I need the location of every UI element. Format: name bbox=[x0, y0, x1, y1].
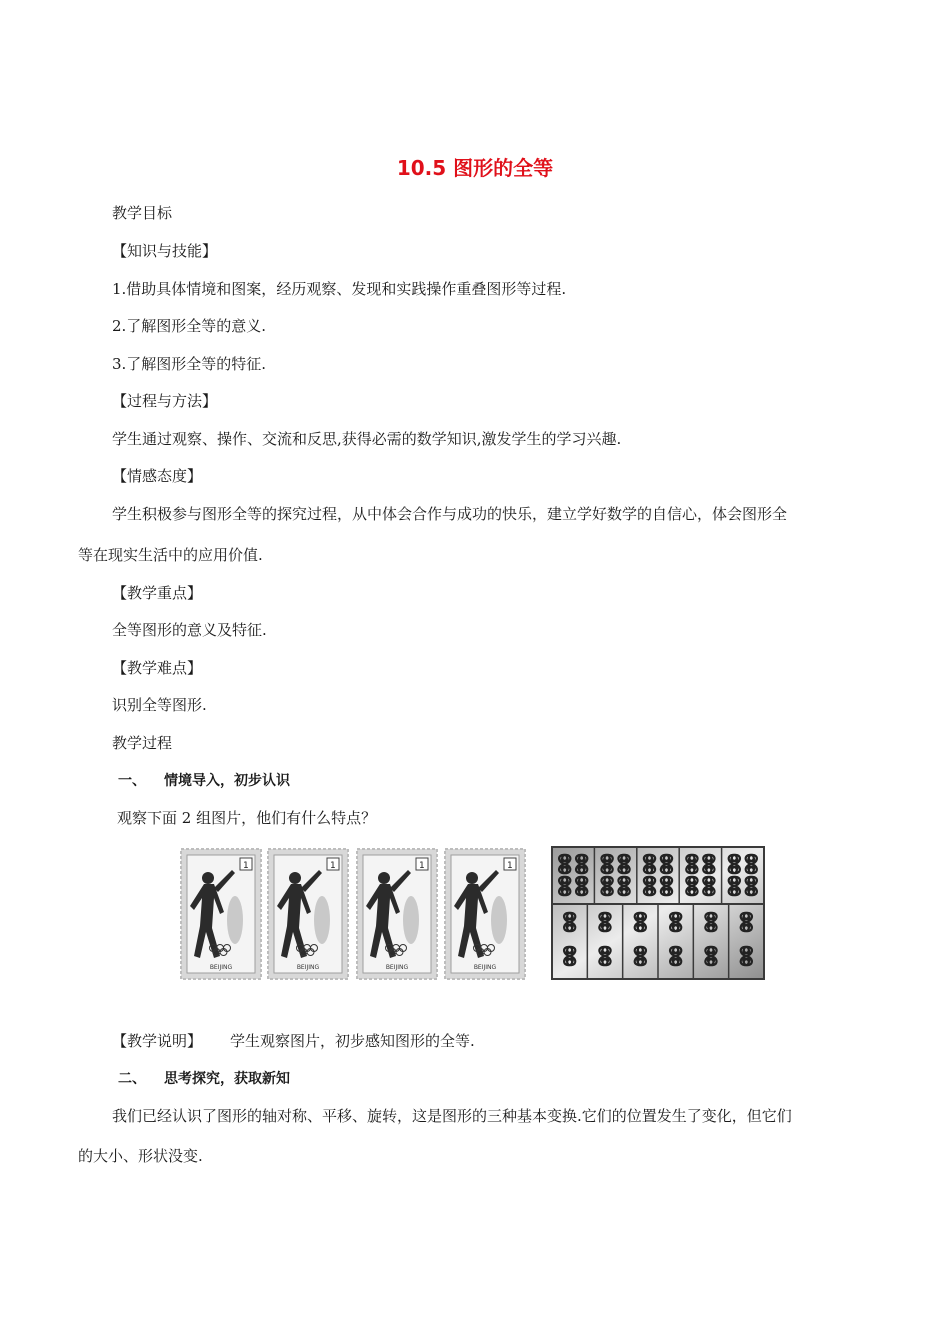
focus-text: 全等图形的意义及特征. bbox=[112, 621, 267, 639]
objectives-label: 教学目标 bbox=[112, 204, 173, 222]
difficulty-text: 识别全等图形. bbox=[112, 696, 207, 714]
explain-text: 学生观察图片，初步感知图形的全等. bbox=[230, 1032, 475, 1050]
knowledge-item-1: 1.借助具体情境和图案，经历观察、发现和实践操作重叠图形等过程. bbox=[112, 280, 567, 298]
paragraph-line-1: 我们已经认识了图形的轴对称、平移、旋转，这是图形的三种基本变换.它们的位置发生了变化，但它们 bbox=[112, 1107, 792, 1125]
stamp-image bbox=[180, 848, 262, 980]
knowledge-heading: 【知识与技能】 bbox=[112, 242, 218, 260]
section-1-number: 一、 bbox=[118, 773, 146, 789]
difficulty-heading: 【教学难点】 bbox=[112, 659, 203, 677]
observe-prompt: 观察下面 2 组图片，他们有什么特点？ bbox=[117, 809, 377, 827]
knowledge-item-2: 2.了解图形全等的意义. bbox=[112, 317, 267, 335]
process-text: 学生通过观察、操作、交流和反思,获得必需的数学知识,激发学生的学习兴趣. bbox=[112, 430, 622, 448]
stamp-image bbox=[444, 848, 526, 980]
process-heading: 【过程与方法】 bbox=[112, 392, 218, 410]
focus-heading: 【教学重点】 bbox=[112, 584, 203, 602]
knowledge-item-3: 3.了解图形全等的特征. bbox=[112, 355, 267, 373]
svg-text:1: 1 bbox=[419, 861, 425, 871]
svg-text:1: 1 bbox=[243, 861, 249, 871]
svg-text:1: 1 bbox=[507, 861, 513, 871]
stamp-image bbox=[356, 848, 438, 980]
svg-text:BEIJING: BEIJING bbox=[385, 964, 409, 971]
svg-text:1: 1 bbox=[330, 861, 336, 871]
section-2-title: 思考探究，获取新知 bbox=[164, 1071, 290, 1087]
emotion-text-line-1: 学生积极参与图形全等的探究过程，从中体会合作与成功的快乐，建立学好数学的自信心，体会图形全 bbox=[112, 505, 788, 523]
pattern-panel-image bbox=[551, 846, 765, 980]
section-2-number: 二、 bbox=[118, 1071, 146, 1087]
section-1-title: 情境导入，初步认识 bbox=[164, 773, 290, 789]
emotion-heading: 【情感态度】 bbox=[112, 467, 203, 485]
svg-text:BEIJING: BEIJING bbox=[209, 964, 233, 971]
page-title: 10.5 图形的全等 bbox=[396, 156, 554, 180]
teaching-process-label: 教学过程 bbox=[112, 734, 173, 752]
svg-text:BEIJING: BEIJING bbox=[296, 964, 320, 971]
paragraph-line-2: 的大小、形状没变. bbox=[78, 1147, 203, 1165]
svg-text:BEIJING: BEIJING bbox=[473, 964, 497, 971]
emotion-text-line-2: 等在现实生活中的应用价值. bbox=[78, 546, 263, 564]
stamp-image bbox=[267, 848, 349, 980]
explain-heading: 【教学说明】 bbox=[112, 1032, 203, 1050]
